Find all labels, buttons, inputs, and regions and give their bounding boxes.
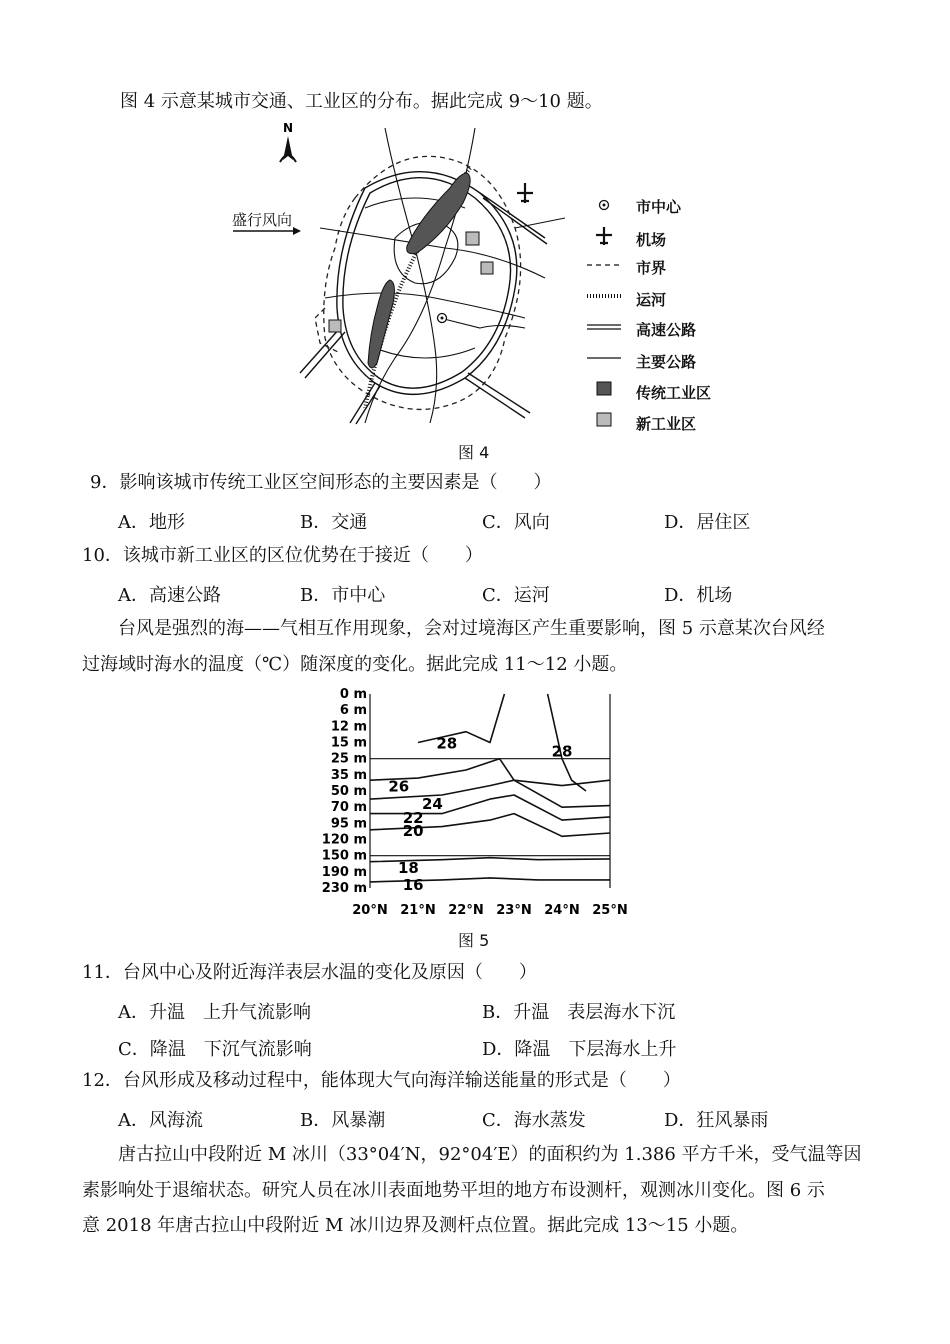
intro-text-fig5-line2: 过海域时海水的温度（℃）随深度的变化。据此完成 11～12 小题。 <box>82 654 628 675</box>
q10-option-d[interactable]: D．机场 <box>664 585 733 606</box>
isotherm-line <box>418 694 504 743</box>
question-9-stem: 9．影响该城市传统工业区空间形态的主要因素是（ ） <box>90 472 552 493</box>
isotherm-label: 28 <box>551 742 573 761</box>
q11-option-a[interactable]: A．升温 上升气流影响 <box>118 1002 311 1023</box>
intro-text-fig6-line2: 素影响处于退缩状态。研究人员在冰川表面地势平坦的地方布设测杆，观测冰川变化。图 6 示 <box>82 1180 825 1201</box>
y-tick-label: 6 m <box>339 703 367 719</box>
isotherm-label: 16 <box>402 875 424 894</box>
q9-option-c[interactable]: C．风向 <box>482 512 550 533</box>
question-11-stem: 11．台风中心及附近海洋表层水温的变化及原因（ ） <box>82 962 537 983</box>
y-tick-label: 95 m <box>330 816 367 832</box>
north-arrow-icon <box>280 121 296 162</box>
x-tick-label: 20°N <box>352 903 388 918</box>
q11-option-c[interactable]: C．降温 下沉气流影响 <box>118 1039 312 1060</box>
legend-city-center: 市中心 <box>636 198 682 216</box>
isotherm-label: 18 <box>397 858 419 877</box>
isotherm-label: 28 <box>436 734 458 753</box>
y-tick-label: 12 m <box>330 719 367 735</box>
q10-option-c[interactable]: C．运河 <box>482 585 550 606</box>
temperature-depth-chart <box>320 688 640 923</box>
figure-4-caption: 图 4 <box>458 443 490 462</box>
city-center-icon <box>600 201 609 210</box>
wind-label: 盛行风向 <box>232 211 293 229</box>
q9-option-a[interactable]: A．地形 <box>118 512 185 533</box>
x-tick-label: 21°N <box>400 903 436 918</box>
y-tick-label: 120 m <box>321 832 367 848</box>
figure-5-caption: 图 5 <box>458 931 490 950</box>
y-tick-label: 25 m <box>330 751 367 767</box>
main-roads <box>320 128 565 423</box>
legend-new-industry: 新工业区 <box>636 415 697 433</box>
y-tick-label: 50 m <box>330 784 367 799</box>
q10-option-b[interactable]: B．市中心 <box>300 585 386 606</box>
svg-text:N: N <box>282 121 294 135</box>
new-industry-legend <box>597 413 611 426</box>
q12-option-c[interactable]: C．海水蒸发 <box>482 1110 586 1131</box>
legend-airport: 机场 <box>636 231 667 249</box>
traditional-industry-legend <box>597 382 611 395</box>
question-12-stem: 12．台风形成及移动过程中，能体现大气向海洋输送能量的形式是（ ） <box>82 1070 681 1091</box>
new-industry-zone <box>466 232 479 245</box>
city-boundary <box>324 156 521 409</box>
x-tick-label: 25°N <box>592 903 628 918</box>
expressway <box>300 172 547 424</box>
x-tick-label: 24°N <box>544 903 580 918</box>
isotherm-label: 26 <box>388 777 410 796</box>
intro-text-fig4: 图 4 示意某城市交通、工业区的分布。据此完成 9～10 题。 <box>120 91 603 112</box>
x-tick-label: 23°N <box>496 903 532 918</box>
airport-icon <box>596 227 612 245</box>
legend-canal: 运河 <box>636 291 667 309</box>
traditional-industry-zone <box>407 173 470 254</box>
q9-option-b[interactable]: B．交通 <box>300 512 368 533</box>
new-industry-zone <box>329 320 341 332</box>
city-map-figure <box>225 118 585 428</box>
x-tick-label: 22°N <box>448 903 484 918</box>
legend-expressway: 高速公路 <box>636 321 697 339</box>
y-tick-label: 70 m <box>330 800 367 816</box>
intro-text-fig6-line1: 唐古拉山中段附近 M 冰川（33°04′N，92°04′E）的面积约为 1.386 平方千米，受气温等因 <box>118 1144 862 1165</box>
legend-city-boundary: 市界 <box>636 259 667 277</box>
y-tick-label: 150 m <box>321 848 367 864</box>
q11-option-d[interactable]: D．降温 下层海水上升 <box>482 1039 677 1060</box>
q11-option-b[interactable]: B．升温 表层海水下沉 <box>482 1002 676 1023</box>
city-center-icon <box>438 314 447 323</box>
q12-option-d[interactable]: D．狂风暴雨 <box>664 1110 769 1131</box>
q10-option-a[interactable]: A．高速公路 <box>118 585 221 606</box>
isotherm-label: 20 <box>402 821 424 840</box>
intro-text-fig6-line3: 意 2018 年唐古拉山中段附近 M 冰川边界及测杆点位置。据此完成 13～15 小题。 <box>82 1215 749 1236</box>
expressway-legend <box>587 325 621 329</box>
y-tick-label: 35 m <box>330 767 367 783</box>
airport-icon <box>517 183 533 203</box>
legend-main-road: 主要公路 <box>636 353 697 371</box>
q12-option-b[interactable]: B．风暴潮 <box>300 1110 386 1131</box>
y-tick-label: 190 m <box>321 864 367 880</box>
isotherm-label: 22 <box>402 808 424 827</box>
intro-text-fig5-line1: 台风是强烈的海——气相互作用现象，会对过境海区产生重要影响，图 5 示意某次台风经 <box>118 618 825 639</box>
new-industry-zone <box>481 262 493 274</box>
map-legend-icons <box>584 195 624 435</box>
q12-option-a[interactable]: A．风海流 <box>118 1110 203 1131</box>
question-10-stem: 10．该城市新工业区的区位优势在于接近（ ） <box>82 545 483 566</box>
legend-old-industry: 传统工业区 <box>636 384 712 402</box>
y-tick-label: 230 m <box>321 881 367 896</box>
isotherm-label: 24 <box>421 795 443 814</box>
q9-option-d[interactable]: D．居住区 <box>664 512 751 533</box>
y-tick-label: 0 m <box>339 688 367 702</box>
y-tick-label: 15 m <box>330 735 367 751</box>
